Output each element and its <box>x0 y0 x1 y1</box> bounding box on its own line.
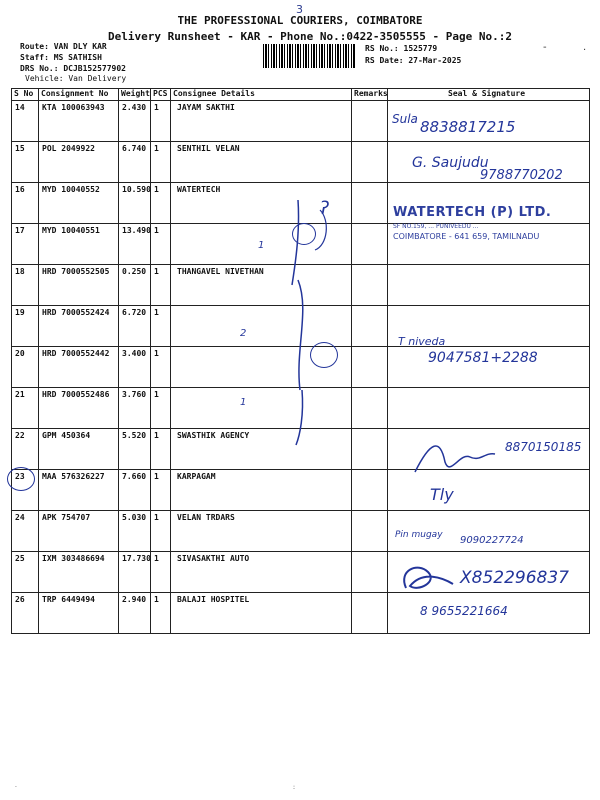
cell-weight-text: 5.030 <box>122 513 147 522</box>
phone-row-15: 9788770202 <box>480 168 563 183</box>
cell-remarks <box>352 142 388 183</box>
vehicle-label: Vehicle: Van Delivery <box>25 74 127 83</box>
cell-consignee-text: BALAJI HOSPITEL <box>177 595 250 604</box>
cell-signature <box>388 265 590 306</box>
cell-weight-text: 13.490 <box>122 226 151 235</box>
cell-sno-text: 15 <box>15 144 25 153</box>
phone-row-22: 8870150185 <box>505 440 582 454</box>
cell-consignee <box>171 142 352 183</box>
cell-sno <box>12 593 39 634</box>
cell-remarks <box>352 101 388 142</box>
cell-consignee-text: VELAN TRDARS <box>177 513 235 522</box>
hand-mark: ʔ <box>320 198 330 219</box>
cell-consignment <box>39 142 119 183</box>
cell-pcs-text: 1 <box>154 472 159 481</box>
cell-consignee-text: SENTHIL VELAN <box>177 144 240 153</box>
phone-row-26: 8 9655221664 <box>420 604 508 618</box>
cell-pcs <box>151 306 171 347</box>
cell-pcs <box>151 429 171 470</box>
cell-sno <box>12 511 39 552</box>
cell-remarks <box>352 511 388 552</box>
cell-pcs <box>151 183 171 224</box>
cell-weight <box>119 347 151 388</box>
phone-row-25: X852296837 <box>460 568 569 588</box>
hand-mark-1: 1 <box>258 240 265 251</box>
cell-consignee-text: KARPAGAM <box>177 472 216 481</box>
cell-weight <box>119 552 151 593</box>
cell-consignment-text: MYD 10040552 <box>42 185 100 194</box>
cell-weight <box>119 429 151 470</box>
cell-consignment <box>39 224 119 265</box>
cell-consignment-text: IXM 303486694 <box>42 554 105 563</box>
cell-sno-text: 19 <box>15 308 25 317</box>
signature-row-20: T niveda <box>398 335 446 348</box>
col-seal-signature: Seal & Signature <box>388 89 590 101</box>
cell-remarks <box>352 470 388 511</box>
cell-sno <box>12 306 39 347</box>
cell-weight-text: 10.590 <box>122 185 151 194</box>
signature-row-24: Pin mugay <box>395 530 443 540</box>
cell-pcs-text: 1 <box>154 103 159 112</box>
cell-consignment-text: HRD 7000552486 <box>42 390 110 399</box>
cell-consignment-text: HRD 7000552442 <box>42 349 110 358</box>
cell-pcs <box>151 142 171 183</box>
cell-weight-text: 2.430 <box>122 103 147 112</box>
cell-sno <box>12 224 39 265</box>
cell-pcs-text: 1 <box>154 308 159 317</box>
cell-remarks <box>352 552 388 593</box>
cell-consignee-text: SIVASAKTHI AUTO <box>177 554 250 563</box>
cell-pcs-text: 1 <box>154 431 159 440</box>
hand-mark-2: 2 <box>240 328 247 339</box>
corner-mark: . <box>583 42 587 53</box>
col-weight: Weight <box>119 89 151 101</box>
footer-mark: . <box>15 782 17 789</box>
signature-scribble-row-25 <box>398 560 458 596</box>
cell-sno-text: 14 <box>15 103 25 112</box>
col-pcs: PCS <box>151 89 171 101</box>
cell-consignment <box>39 347 119 388</box>
cell-weight <box>119 388 151 429</box>
cell-pcs-text: 1 <box>154 349 159 358</box>
cell-sno-text: 20 <box>15 349 25 358</box>
corner-mark: - <box>543 42 547 53</box>
watertech-stamp: WATERTECH (P) LTD. SF NO.159, ... PUNIVEEDU ... COIMBATORE - 641 659, TAMILNADU <box>393 205 552 241</box>
signature-row-14: Sula <box>392 112 418 126</box>
cell-consignee <box>171 593 352 634</box>
cell-sno <box>12 347 39 388</box>
cell-consignment <box>39 265 119 306</box>
drs-number: DRS No.: DCJB152577902 <box>20 64 126 73</box>
cell-pcs <box>151 347 171 388</box>
cell-consignment-text: APK 754707 <box>42 513 91 522</box>
cell-weight-text: 6.740 <box>122 144 147 153</box>
rs-number: RS No.: 1525779 <box>365 44 438 53</box>
signature-row-23: Tly <box>430 485 454 504</box>
cell-pcs <box>151 388 171 429</box>
staff-label: Staff: MS SATHISH <box>20 53 102 62</box>
cell-sno <box>12 388 39 429</box>
cell-weight-text: 2.940 <box>122 595 147 604</box>
cell-sno <box>12 552 39 593</box>
cell-consignee <box>171 470 352 511</box>
cell-consignment-text: HRD 7000552424 <box>42 308 110 317</box>
phone-row-20: 9047581+2288 <box>428 350 538 366</box>
cell-sno-text: 17 <box>15 226 25 235</box>
cell-consignment <box>39 470 119 511</box>
rs-date: RS Date: 27-Mar-2025 <box>365 56 462 65</box>
cell-sno <box>12 183 39 224</box>
cell-pcs-text: 1 <box>154 267 159 276</box>
cell-weight <box>119 101 151 142</box>
cell-pcs <box>151 593 171 634</box>
cell-weight-text: 6.720 <box>122 308 147 317</box>
cell-sno-text: 21 <box>15 390 25 399</box>
cell-pcs-text: 1 <box>154 554 159 563</box>
hand-bracket-lines <box>250 190 360 450</box>
cell-sno <box>12 142 39 183</box>
cell-consignee-text: SWASTHIK AGENCY <box>177 431 250 440</box>
col-consignee: Consignee Details <box>171 89 352 101</box>
cell-consignment <box>39 429 119 470</box>
cell-consignee <box>171 101 352 142</box>
cell-sno <box>12 265 39 306</box>
cell-weight <box>119 265 151 306</box>
cell-weight-text: 3.760 <box>122 390 147 399</box>
handwritten-page-mark: 3 <box>296 3 303 16</box>
cell-signature <box>388 388 590 429</box>
cell-pcs-text: 1 <box>154 390 159 399</box>
cell-consignment <box>39 306 119 347</box>
hand-mark-3: 1 <box>240 397 247 408</box>
route-label: Route: VAN DLY KAR <box>20 42 107 51</box>
cell-weight-text: 3.400 <box>122 349 147 358</box>
cell-weight <box>119 142 151 183</box>
cell-weight <box>119 511 151 552</box>
signature-row-15: G. Saujudu <box>412 155 489 171</box>
cell-consignment-text: POL 2049922 <box>42 144 95 153</box>
cell-consignment-text: GPM 450364 <box>42 431 91 440</box>
cell-pcs <box>151 511 171 552</box>
cell-sno-text: 22 <box>15 431 25 440</box>
cell-consignee-text: WATERTECH <box>177 185 221 194</box>
cell-pcs-text: 1 <box>154 185 159 194</box>
cell-pcs-text: 1 <box>154 144 159 153</box>
cell-pcs <box>151 265 171 306</box>
cell-consignment <box>39 511 119 552</box>
cell-pcs-text: 1 <box>154 595 159 604</box>
cell-consignment <box>39 388 119 429</box>
cell-pcs <box>151 552 171 593</box>
cell-consignment-text: MAA 576326227 <box>42 472 105 481</box>
hand-circle-row-23 <box>7 467 35 491</box>
cell-sno <box>12 429 39 470</box>
barcode <box>263 44 355 68</box>
cell-pcs-text: 1 <box>154 226 159 235</box>
document-title: THE PROFESSIONAL COURIERS, COIMBATORE <box>177 14 423 27</box>
cell-consignment <box>39 183 119 224</box>
col-sno: S No <box>12 89 39 101</box>
footer-mark: : <box>293 784 296 791</box>
cell-consignment-text: KTA 100063943 <box>42 103 105 112</box>
col-consignment: Consignment No <box>39 89 119 101</box>
phone-row-14: 8838817215 <box>420 118 516 136</box>
cell-weight-text: 0.250 <box>122 267 147 276</box>
cell-sno-text: 24 <box>15 513 25 522</box>
cell-pcs <box>151 224 171 265</box>
cell-consignee-text: THANGAVEL NIVETHAN <box>177 267 264 276</box>
phone-row-24: 9090227724 <box>460 535 524 546</box>
cell-consignment-text: TRP 6449494 <box>42 595 95 604</box>
cell-sno-text: 23 <box>15 472 25 481</box>
document-subtitle: Delivery Runsheet - KAR - Phone No.:0422-3505555 - Page No.:2 <box>108 30 512 43</box>
cell-remarks <box>352 593 388 634</box>
cell-sno-text: 16 <box>15 185 25 194</box>
cell-weight <box>119 224 151 265</box>
cell-consignment-text: HRD 7000552505 <box>42 267 110 276</box>
cell-pcs <box>151 470 171 511</box>
cell-consignment-text: MYD 10040551 <box>42 226 100 235</box>
cell-weight <box>119 306 151 347</box>
cell-consignee <box>171 511 352 552</box>
col-remarks: Remarks <box>352 89 388 101</box>
cell-weight-text: 7.660 <box>122 472 147 481</box>
cell-weight-text: 17.730 <box>122 554 151 563</box>
cell-consignee <box>171 552 352 593</box>
cell-sno-text: 25 <box>15 554 25 563</box>
cell-consignment <box>39 552 119 593</box>
cell-consignment <box>39 101 119 142</box>
cell-weight <box>119 470 151 511</box>
signature-scribble-row-22 <box>410 432 500 482</box>
cell-sno-text: 26 <box>15 595 25 604</box>
cell-consignment <box>39 593 119 634</box>
table-header-row <box>12 89 590 101</box>
cell-weight <box>119 183 151 224</box>
cell-pcs <box>151 101 171 142</box>
cell-sno <box>12 101 39 142</box>
cell-pcs-text: 1 <box>154 513 159 522</box>
cell-weight-text: 5.520 <box>122 431 147 440</box>
cell-sno-text: 18 <box>15 267 25 276</box>
cell-weight <box>119 593 151 634</box>
table-row <box>12 470 590 511</box>
cell-consignee-text: JAYAM SAKTHI <box>177 103 235 112</box>
